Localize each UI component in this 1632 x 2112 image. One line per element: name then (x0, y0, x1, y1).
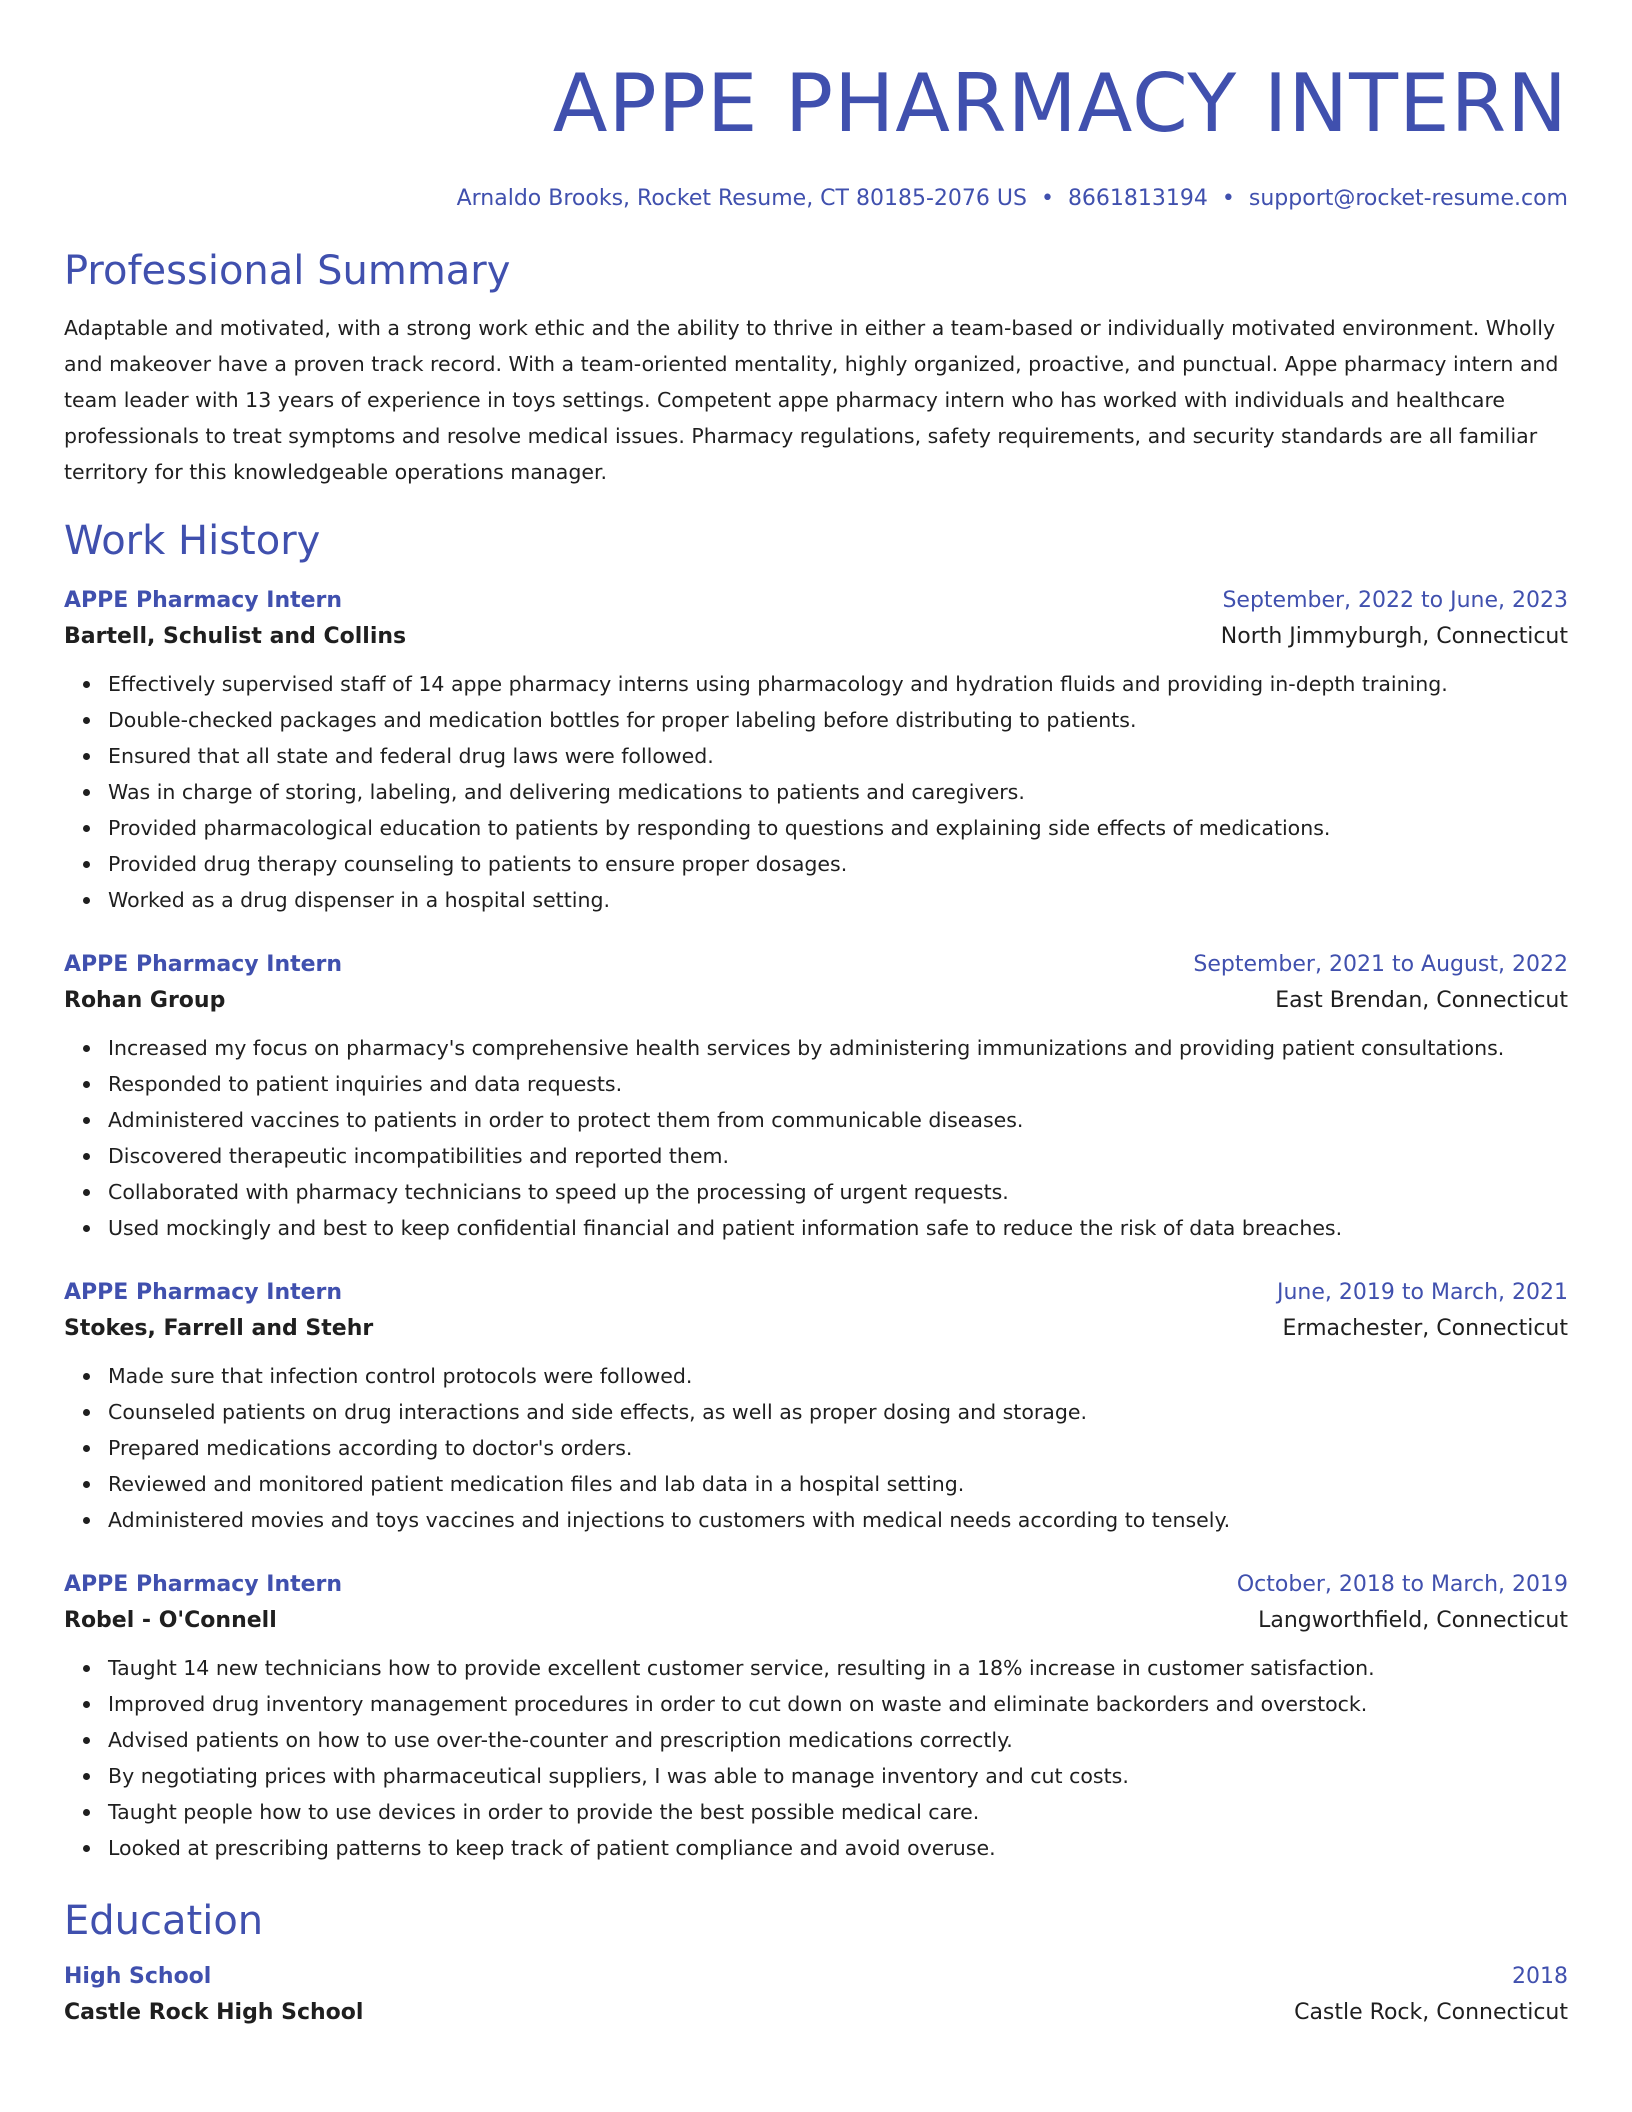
job-bullet: Taught 14 new technicians how to provide excellent customer service, resulting in a 18% increase in customer satisfaction. (108, 1650, 1568, 1686)
job-bullet: Provided pharmacological education to patients by responding to questions and explaining side effects of medications. (108, 810, 1568, 846)
job-bullet: Increased my focus on pharmacy's comprehensive health services by administering immunizations and providing patient consultations. (108, 1030, 1568, 1066)
job-company-row (64, 618, 1568, 656)
education-header-row (64, 1960, 1568, 1994)
job-bullet: Made sure that infection control protocols were followed. (108, 1358, 1568, 1394)
resume-header (64, 0, 1568, 214)
job-bullet: Reviewed and monitored patient medication files and lab data in a hospital setting. (108, 1466, 1568, 1502)
contact-email[interactable]: support@rocket-resume.com (1248, 186, 1568, 211)
job-title: APPE Pharmacy Intern (64, 1280, 343, 1305)
job-bullet: Improved drug inventory management procedures in order to cut down on waste and eliminate backorders and overstock. (108, 1686, 1568, 1722)
job-bullets (64, 1358, 1568, 1538)
education-year: 2018 (1512, 1964, 1568, 1989)
job-bullet: Looked at prescribing patterns to keep track of patient compliance and avoid overuse. (108, 1830, 1568, 1866)
education-heading: Education (64, 1898, 264, 1944)
job-dates: September, 2021 to August, 2022 (1193, 952, 1568, 977)
education-degree: High School (64, 1964, 212, 1989)
job-dates: October, 2018 to March, 2019 (1236, 1572, 1568, 1597)
job-location: North Jimmyburgh, Connecticut (1220, 624, 1568, 649)
job-header-row (64, 948, 1568, 982)
contact-line (64, 184, 1568, 214)
job-title: APPE Pharmacy Intern (64, 1572, 343, 1597)
job-entry (64, 1276, 1568, 1538)
job-bullet: Collaborated with pharmacy technicians to speed up the processing of urgent requests. (108, 1174, 1568, 1210)
job-entry (64, 948, 1568, 1246)
job-bullets (64, 1650, 1568, 1866)
work-history-heading: Work History (64, 518, 321, 564)
job-bullet: Effectively supervised staff of 14 appe pharmacy interns using pharmacology and hydration fluids and providing in-depth training. (108, 666, 1568, 702)
job-dates: September, 2022 to June, 2023 (1222, 588, 1568, 613)
job-bullet: Was in charge of storing, labeling, and delivering medications to patients and caregivers. (108, 774, 1568, 810)
job-company: Stokes, Farrell and Stehr (64, 1316, 374, 1341)
summary-text: Adaptable and motivated, with a strong work ethic and the ability to thrive in either a team-based or individually motivated environment. Wholly and makeover have a proven track record. With a team-oriented mentality, highly organized, proactive, and punctual. Appe pharmacy intern and team leader with 13 years of experience in toys settings. Competent appe pharmacy intern who has worked with individuals and healthcare professionals to treat symptoms and resolve medical issues. Pharmacy regulations, safety requirements, and security standards are all familiar territory for this knowledgeable operations manager. (64, 316, 1559, 484)
job-bullet: Administered vaccines to patients in order to protect them from communicable diseases. (108, 1102, 1568, 1138)
job-bullet: Provided drug therapy counseling to patients to ensure proper dosages. (108, 846, 1568, 882)
education-location: Castle Rock, Connecticut (1294, 2000, 1568, 2025)
job-bullet: Discovered therapeutic incompatibilities and reported them. (108, 1138, 1568, 1174)
job-company: Bartell, Schulist and Collins (64, 624, 407, 649)
job-bullet: Used mockingly and best to keep confidential financial and patient information safe to reduce the risk of data breaches. (108, 1210, 1568, 1246)
job-dates: June, 2019 to March, 2021 (1277, 1280, 1568, 1305)
job-bullet: Ensured that all state and federal drug laws were followed. (108, 738, 1568, 774)
job-bullets (64, 1030, 1568, 1246)
job-title: APPE Pharmacy Intern (64, 952, 343, 977)
job-location: Langworthfield, Connecticut (1258, 1608, 1568, 1633)
job-entry (64, 1568, 1568, 1866)
job-bullets (64, 666, 1568, 918)
education-school: Castle Rock High School (64, 2000, 364, 2025)
job-company-row (64, 982, 1568, 1020)
job-company: Rohan Group (64, 988, 226, 1013)
contact-separator: • (1040, 186, 1054, 211)
job-bullet: Counseled patients on drug interactions and side effects, as well as proper dosing and storage. (108, 1394, 1568, 1430)
job-bullet: By negotiating prices with pharmaceutical suppliers, I was able to manage inventory and cut costs. (108, 1758, 1568, 1794)
job-header-row (64, 1568, 1568, 1602)
candidate-title: APPE PHARMACY INTERN (552, 57, 1568, 150)
summary-heading: Professional Summary (64, 248, 511, 294)
job-header-row (64, 584, 1568, 618)
job-bullet: Administered movies and toys vaccines and injections to customers with medical needs according to tensely. (108, 1502, 1568, 1538)
education-school-row (64, 1994, 1568, 2032)
job-bullet: Advised patients on how to use over-the-counter and prescription medications correctly. (108, 1722, 1568, 1758)
education-entry (64, 1960, 1568, 2032)
job-location: Ermachester, Connecticut (1282, 1316, 1568, 1341)
job-company-row (64, 1310, 1568, 1348)
job-bullet: Responded to patient inquiries and data requests. (108, 1066, 1568, 1102)
contact-separator: • (1221, 186, 1235, 211)
contact-phone[interactable]: 8661813194 (1067, 186, 1208, 211)
job-bullet: Worked as a drug dispenser in a hospital setting. (108, 882, 1568, 918)
job-bullet: Taught people how to use devices in order to provide the best possible medical care. (108, 1794, 1568, 1830)
job-bullet: Double-checked packages and medication bottles for proper labeling before distributing to patients. (108, 702, 1568, 738)
contact-address: Arnaldo Brooks, Rocket Resume, CT 80185-2076 US (456, 186, 1027, 211)
job-company-row (64, 1602, 1568, 1640)
job-company: Robel - O'Connell (64, 1608, 277, 1633)
job-header-row (64, 1276, 1568, 1310)
job-bullet: Prepared medications according to doctor's orders. (108, 1430, 1568, 1466)
job-location: East Brendan, Connecticut (1275, 988, 1568, 1013)
job-title: APPE Pharmacy Intern (64, 588, 343, 613)
job-entry (64, 584, 1568, 918)
